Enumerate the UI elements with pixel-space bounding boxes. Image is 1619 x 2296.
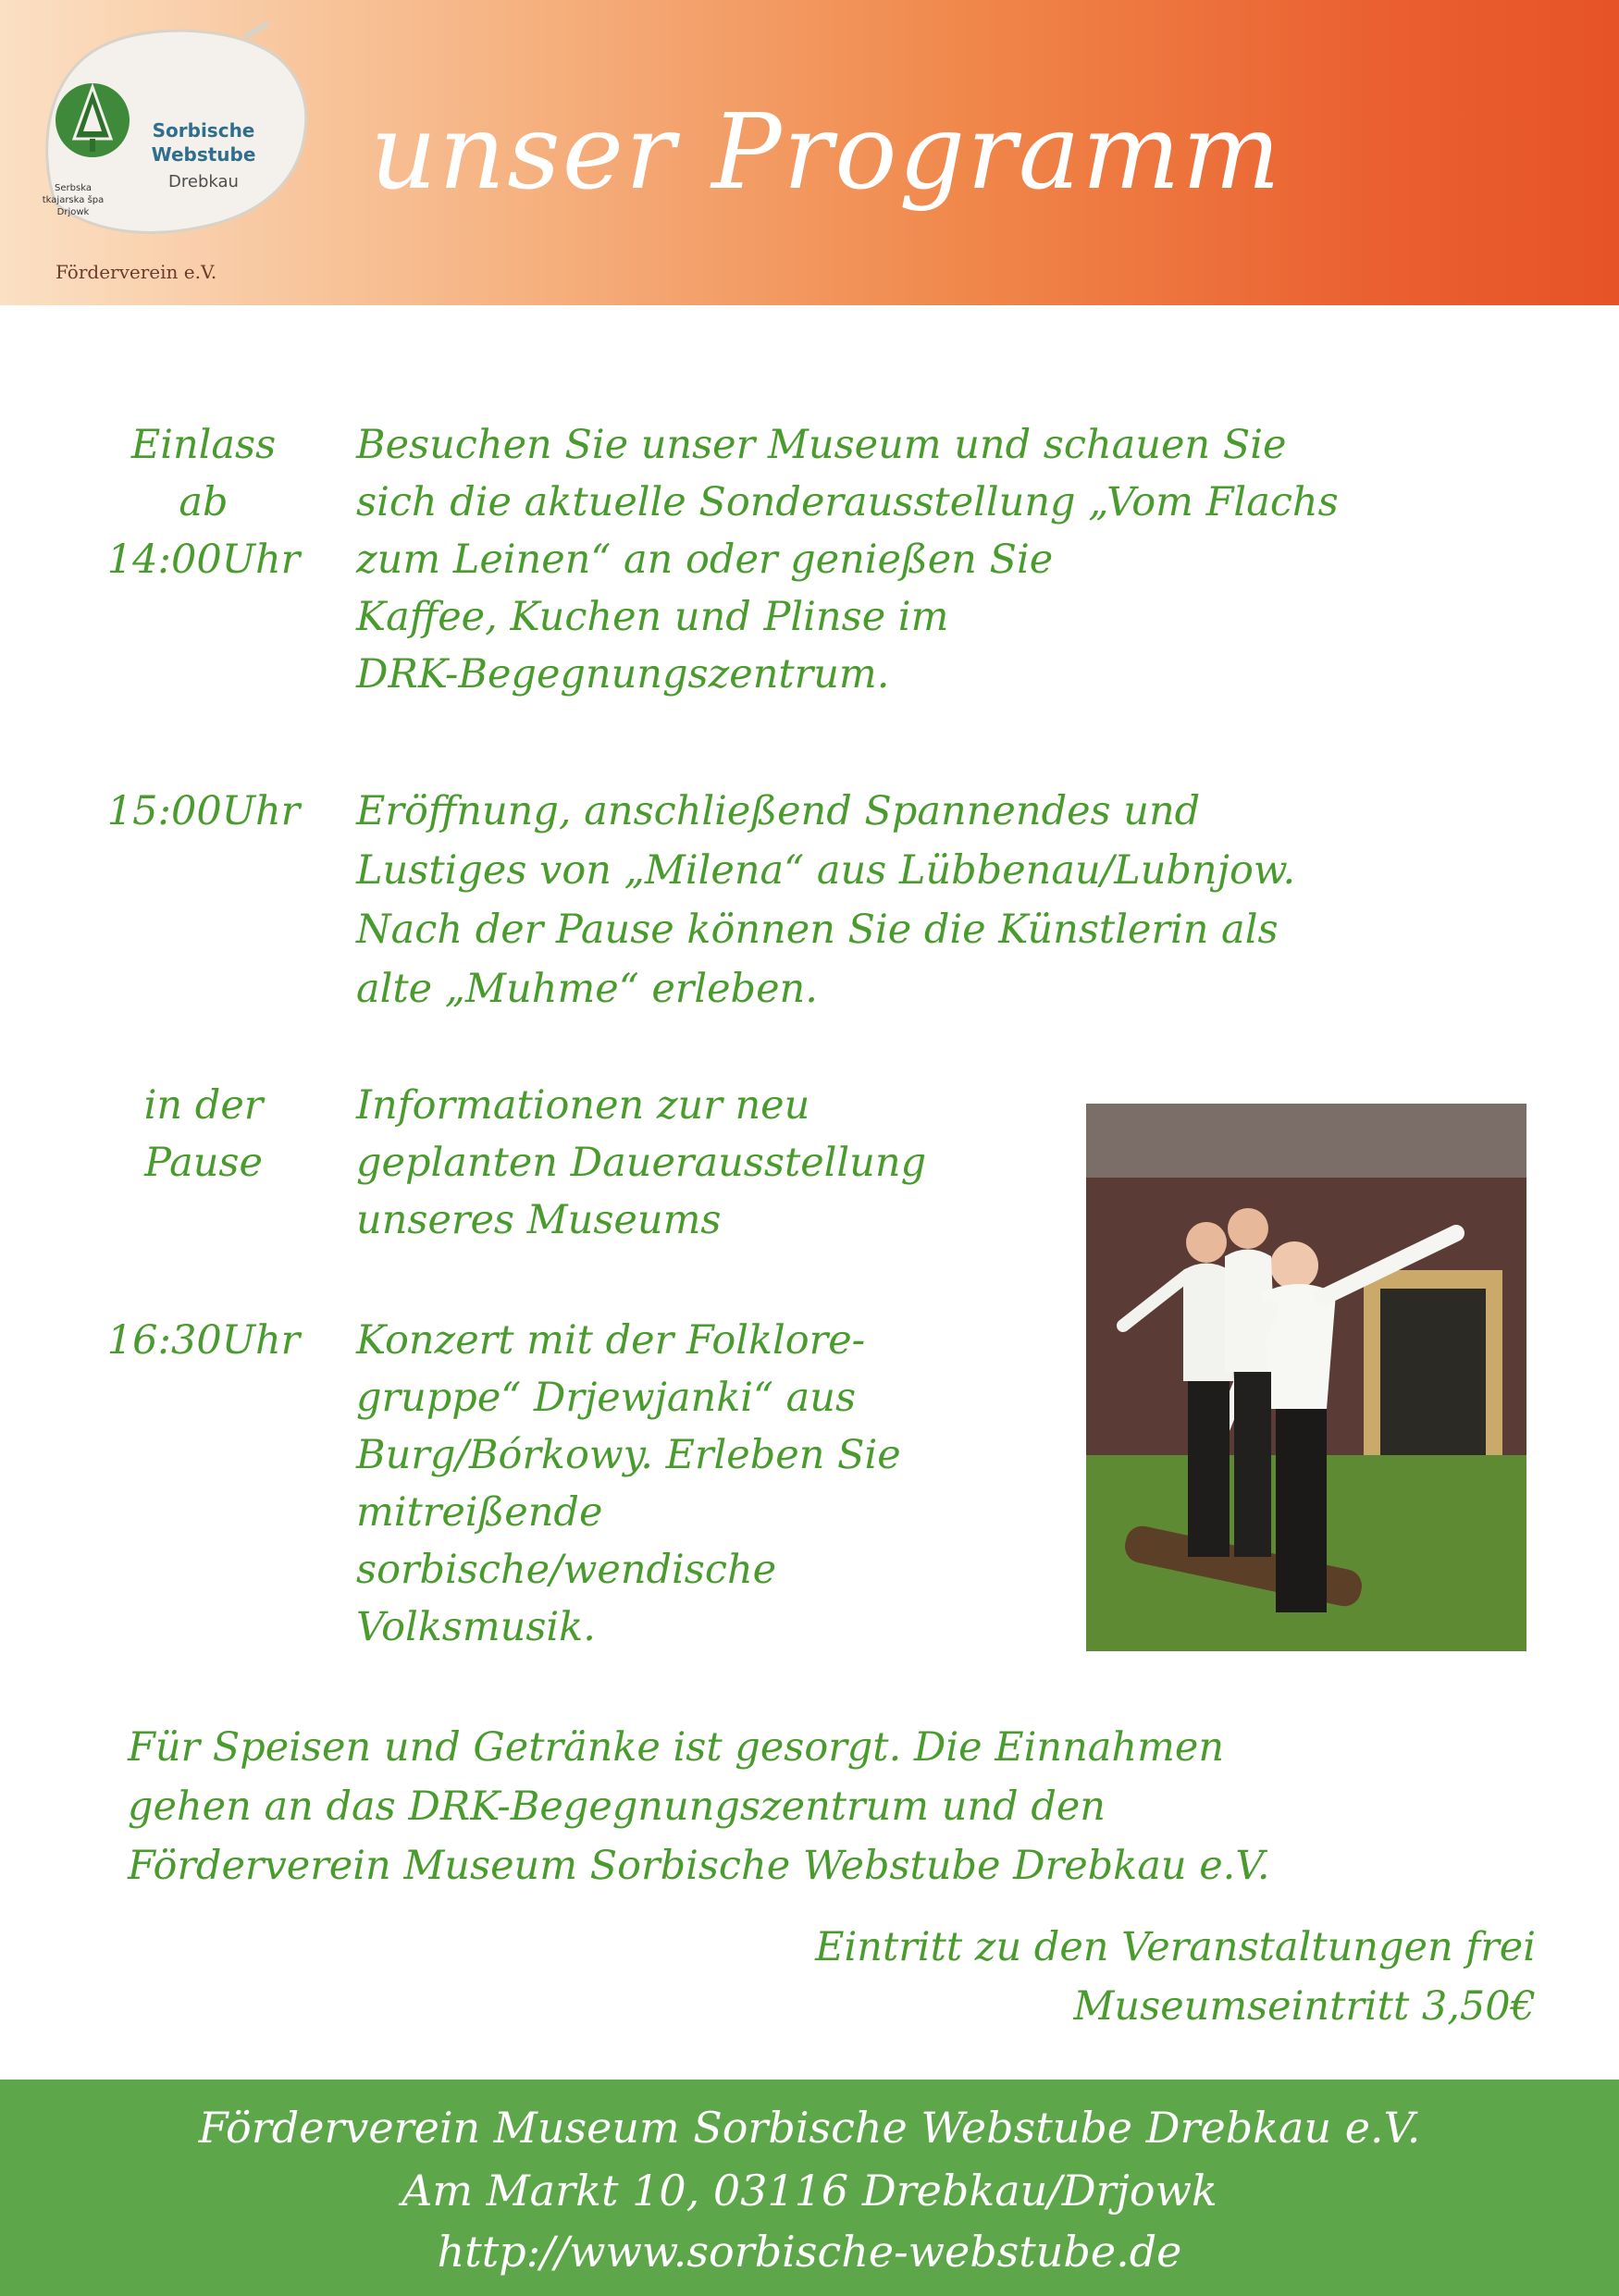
program-text-line: Lustiges von „Milena“ aus Lübbenau/Lubnjow. bbox=[356, 847, 1296, 894]
program-time: 16:30Uhr bbox=[106, 1317, 301, 1364]
program-time: in der bbox=[143, 1082, 264, 1129]
program-text-line: geplanten Dauerausstellung bbox=[356, 1140, 927, 1186]
program-text-line: Konzert mit der Folklore- bbox=[356, 1317, 866, 1364]
program-time: 15:00Uhr bbox=[106, 788, 301, 834]
logo-text-drebkau: Drebkau bbox=[168, 172, 239, 191]
footer-website-link[interactable]: http://www.sorbische-webstube.de bbox=[437, 2227, 1182, 2277]
program-text-line: Nach der Pause können Sie die Künstlerin als bbox=[356, 907, 1279, 953]
program-text-line: mitreißende bbox=[356, 1489, 603, 1536]
program-text-line: Eröffnung, anschließend Spannendes und bbox=[356, 788, 1201, 834]
program-text-line: alte „Muhme“ erleben. bbox=[356, 966, 818, 1012]
footer-address: Am Markt 10, 03116 Drebkau/Drjowk bbox=[402, 2166, 1217, 2216]
footer-banner bbox=[0, 2080, 1619, 2296]
band-photo bbox=[1086, 1104, 1526, 1651]
association-label: Förderverein e.V. bbox=[56, 261, 217, 283]
logo-text-webstube: Webstube bbox=[151, 143, 256, 166]
program-text-line: Burg/Bórkowy. Erleben Sie bbox=[356, 1432, 901, 1478]
note-line: Für Speisen und Getränke ist gesorgt. Die Einnahmen bbox=[128, 1724, 1225, 1771]
program-text-line: zum Leinen“ an oder genießen Sie bbox=[356, 537, 1054, 583]
admission-free: Eintritt zu den Veranstaltungen frei bbox=[815, 1924, 1536, 1970]
program-text-line: sorbische/wendische bbox=[356, 1547, 777, 1593]
program-text-line: unseres Museums bbox=[356, 1197, 722, 1243]
museum-admission-price: Museumseintritt 3,50€ bbox=[1073, 1983, 1536, 2030]
program-text-line: Kaffee, Kuchen und Plinse im bbox=[356, 594, 949, 640]
logo-small-text: Drjowk bbox=[56, 207, 90, 217]
note-line: Förderverein Museum Sorbische Webstube Drebkau e.V. bbox=[128, 1843, 1270, 1889]
program-time: Pause bbox=[144, 1140, 263, 1186]
program-time: Einlass bbox=[130, 422, 277, 468]
page-title: unser Programm bbox=[370, 93, 1282, 213]
program-time: 14:00Uhr bbox=[106, 537, 301, 583]
band-photo-illustration bbox=[1086, 1104, 1526, 1651]
program-text-line: sich die aktuelle Sonderausstellung „Vom Flachs bbox=[356, 479, 1339, 525]
program-text-line: Besuchen Sie unser Museum und schauen Sie bbox=[356, 422, 1287, 468]
program-text-line: gruppe“ Drjewjanki“ aus bbox=[356, 1375, 857, 1421]
program-time: ab bbox=[179, 479, 229, 525]
footer-association: Förderverein Museum Sorbische Webstube Drebkau e.V. bbox=[198, 2103, 1421, 2153]
logo-small-text: tkajarska špa bbox=[42, 195, 105, 205]
program-text-line: DRK-Begegnungszentrum. bbox=[356, 651, 890, 697]
note-line: gehen an das DRK-Begegnungszentrum und den bbox=[128, 1784, 1106, 1830]
program-text-line: Informationen zur neu bbox=[356, 1082, 810, 1129]
program-text-line: Volksmusik. bbox=[356, 1604, 596, 1650]
header-banner bbox=[0, 0, 1619, 305]
logo-small-text: Serbska bbox=[55, 183, 92, 193]
logo-text-sorbische: Sorbische bbox=[152, 119, 255, 142]
